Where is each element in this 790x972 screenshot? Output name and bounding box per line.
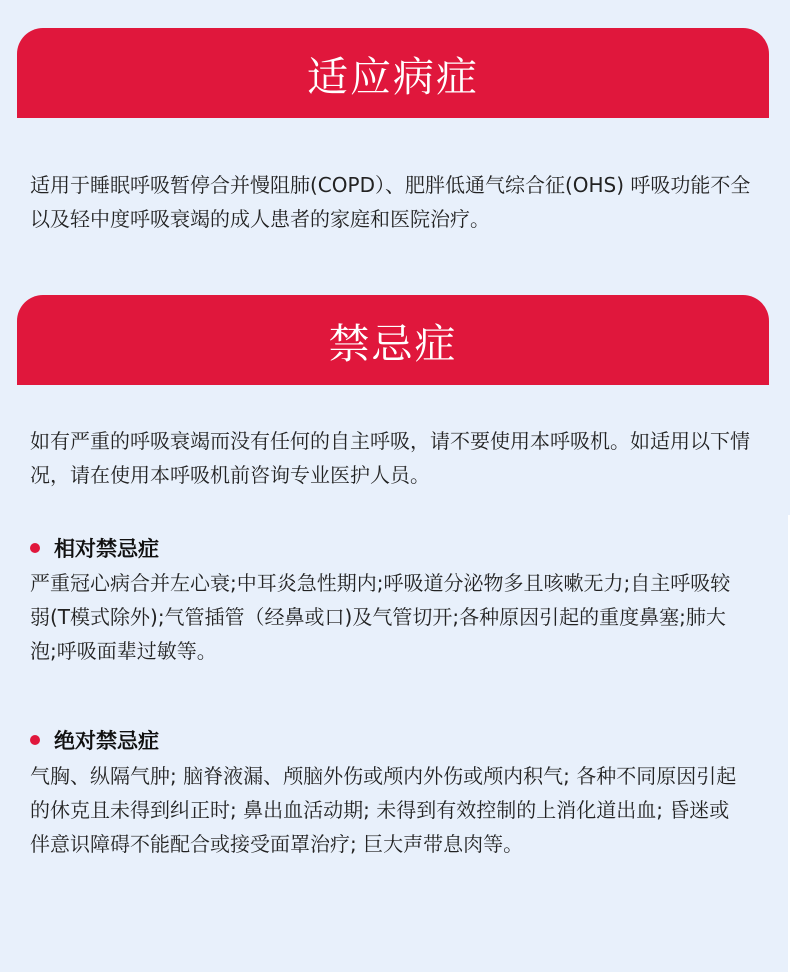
relative-heading-label: 相对禁忌症 [54,537,159,561]
indications-text: 适用于睡眠呼吸暂停合并慢阻肺(COPD）、肥胖低通气综合征(OHS) 呼吸功能不全以及轻中度呼吸衰竭的成人患者的家庭和医院治疗。 [30,173,751,231]
bullet-icon [30,735,40,745]
contraindications-intro: 如有严重的呼吸衰竭而没有任何的自主呼吸，请不要使用本呼吸机。如适用以下情况，请在使用本呼吸机前咨询专业医护人员。 [30,429,750,487]
absolute-heading-label: 绝对禁忌症 [54,729,159,753]
relative-contraindications-text: 严重冠心病合并左心衰;中耳炎急性期内;呼吸道分泌物多且咳嗽无力;自主呼吸较弱(T模式除外);气管插管（经鼻或口)及气管切开;各种原因引起的重度鼻塞;肺大泡;呼吸面辈过敏等。 [30,571,731,663]
indications-title: 适应病症 [307,52,479,101]
relative-contraindications-heading [30,533,159,563]
absolute-contraindications-text: 气胸、纵隔气肿; 脑脊液漏、颅脑外伤或颅内外伤或颅内积气; 各种不同原因引起的休克且未得到纠正时; 鼻出血活动期; 未得到有效控制的上消化道出血; 昏迷或伴意识障碍不能配合或接受面罩治疗; 巨大声带息肉等。 [30,764,737,856]
indications-banner [17,28,769,118]
contraindications-banner [17,295,769,385]
contraindications-title: 禁忌症 [328,319,458,368]
absolute-contraindications-heading [30,725,159,755]
bullet-icon [30,543,40,553]
